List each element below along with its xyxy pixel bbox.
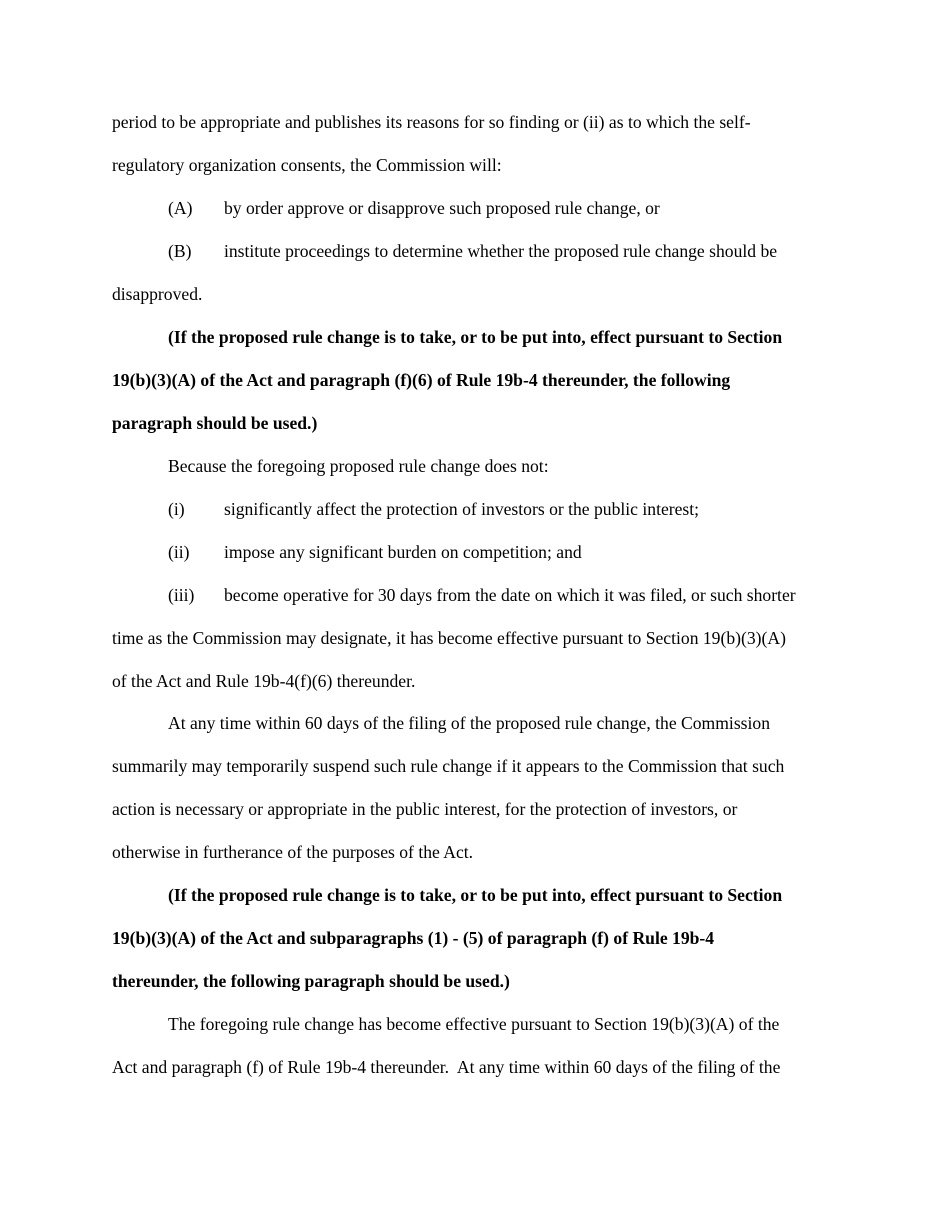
instruction-heading: 19(b)(3)(A) of the Act and paragraph (f)(6) of Rule 19b-4 thereunder, the following	[112, 370, 731, 390]
paragraph-line: of the Act and Rule 19b-4(f)(6) thereunder.	[112, 671, 416, 691]
list-item-ii: impose any significant burden on competition; and	[224, 542, 582, 562]
instruction-heading: 19(b)(3)(A) of the Act and subparagraphs (1) - (5) of paragraph (f) of Rule 19b-4	[112, 928, 715, 948]
list-label-b: (B)	[168, 241, 192, 261]
paragraph-line: action is necessary or appropriate in the public interest, for the protection of investors, or	[112, 799, 738, 819]
list-item-i: significantly affect the protection of investors or the public interest;	[224, 499, 700, 519]
paragraph-line: disapproved.	[112, 284, 203, 304]
paragraph-line: time as the Commission may designate, it has become effective pursuant to Section 19(b)(3)(A)	[112, 628, 786, 648]
list-item-b: institute proceedings to determine whether the proposed rule change should be	[224, 241, 778, 261]
paragraph-line: summarily may temporarily suspend such rule change if it appears to the Commission that such	[112, 756, 785, 776]
list-item-a: by order approve or disapprove such proposed rule change, or	[224, 198, 660, 218]
list-label-i: (i)	[168, 499, 185, 519]
instruction-heading: thereunder, the following paragraph should be used.)	[112, 971, 510, 991]
list-label-a: (A)	[168, 198, 193, 218]
paragraph-line: The foregoing rule change has become effective pursuant to Section 19(b)(3)(A) of the	[168, 1014, 780, 1034]
paragraph-line: period to be appropriate and publishes its reasons for so finding or (ii) as to which the self-	[112, 112, 751, 132]
list-item-iii: become operative for 30 days from the date on which it was filed, or such shorter	[224, 585, 796, 605]
paragraph-line: At any time within 60 days of the filing of the proposed rule change, the Commission	[168, 713, 770, 733]
instruction-heading: (If the proposed rule change is to take, or to be put into, effect pursuant to Section	[168, 327, 783, 347]
paragraph-line: Because the foregoing proposed rule change does not:	[168, 456, 549, 476]
paragraph-line: otherwise in furtherance of the purposes of the Act.	[112, 842, 474, 862]
instruction-heading: paragraph should be used.)	[112, 413, 318, 433]
list-label-iii: (iii)	[168, 585, 195, 605]
list-label-ii: (ii)	[168, 542, 190, 562]
paragraph-line: regulatory organization consents, the Commission will:	[112, 155, 502, 175]
paragraph-line: Act and paragraph (f) of Rule 19b-4 thereunder. At any time within 60 days of the filing of the	[112, 1057, 781, 1077]
instruction-heading: (If the proposed rule change is to take, or to be put into, effect pursuant to Section	[168, 885, 783, 905]
